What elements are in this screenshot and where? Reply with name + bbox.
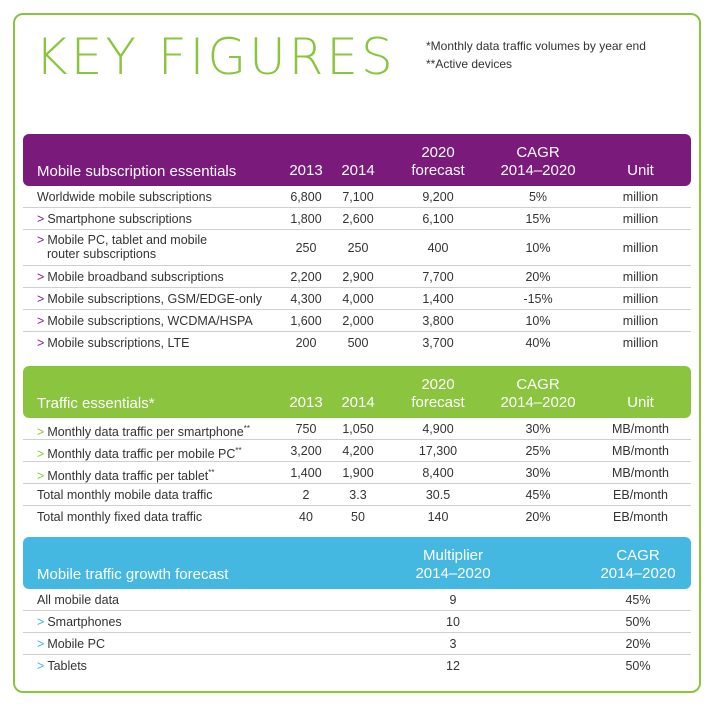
value-forecast: 9,200 bbox=[422, 190, 454, 204]
chevron-right-icon: > bbox=[37, 336, 45, 350]
value-unit: million bbox=[622, 212, 659, 226]
table-row bbox=[23, 208, 691, 230]
value-multiplier: 3 bbox=[449, 637, 457, 651]
traffic-rows bbox=[23, 418, 691, 528]
footnote-mark: ** bbox=[235, 446, 242, 455]
value-forecast: 400 bbox=[427, 241, 449, 255]
row-label-text: Mobile broadband subscriptions bbox=[47, 270, 224, 284]
table-row bbox=[23, 484, 691, 506]
table-row bbox=[23, 655, 691, 677]
table-row bbox=[23, 418, 691, 440]
chevron-right-icon: > bbox=[37, 314, 45, 328]
value-cagr: 5% bbox=[528, 190, 548, 204]
table-row bbox=[23, 440, 691, 462]
table-row bbox=[23, 506, 691, 528]
table-title: Mobile traffic growth forecast bbox=[37, 566, 229, 583]
growth-table bbox=[23, 537, 691, 677]
value-cagr: -15% bbox=[523, 292, 553, 306]
value-multiplier: 12 bbox=[446, 659, 460, 673]
row-label-text: Smartphones bbox=[47, 615, 122, 629]
value-2014: 3.3 bbox=[349, 488, 367, 502]
col-cagr: CAGR 2014–2020 bbox=[600, 547, 676, 582]
row-label bbox=[37, 292, 262, 306]
chevron-right-icon: > bbox=[37, 615, 45, 629]
value-unit: MB/month bbox=[612, 466, 669, 480]
growth-rows bbox=[23, 589, 691, 677]
value-cagr: 20% bbox=[525, 270, 551, 284]
value-cagr: 10% bbox=[525, 314, 551, 328]
row-label bbox=[37, 422, 250, 439]
chevron-right-icon: > bbox=[37, 425, 45, 440]
table-row bbox=[23, 332, 691, 354]
value-cagr: 30% bbox=[525, 422, 551, 436]
value-2014: 50 bbox=[351, 510, 365, 524]
value-2013: 2,200 bbox=[290, 270, 322, 284]
value-unit: MB/month bbox=[612, 422, 669, 436]
row-label bbox=[37, 615, 122, 629]
row-label bbox=[37, 444, 242, 461]
table-row bbox=[23, 589, 691, 611]
table-row bbox=[23, 266, 691, 288]
value-forecast: 1,400 bbox=[422, 292, 454, 306]
value-2014: 2,900 bbox=[342, 270, 374, 284]
row-label bbox=[37, 190, 212, 204]
value-unit: EB/month bbox=[613, 510, 668, 524]
value-cagr: 45% bbox=[625, 593, 651, 607]
row-label-text: Total monthly fixed data traffic bbox=[37, 510, 203, 524]
row-label-text: Mobile PC, tablet and mobile bbox=[47, 233, 208, 247]
subscription-table bbox=[23, 134, 691, 354]
value-2014: 4,200 bbox=[342, 444, 374, 458]
value-unit: million bbox=[622, 190, 659, 204]
table-title: Traffic essentials* bbox=[37, 395, 155, 412]
value-forecast: 30.5 bbox=[425, 488, 451, 502]
chevron-right-icon: > bbox=[37, 469, 45, 484]
col-2014: 2014 bbox=[341, 394, 375, 411]
table-row bbox=[23, 230, 691, 266]
row-label-text: Smartphone subscriptions bbox=[47, 212, 192, 226]
row-label-text: All mobile data bbox=[37, 593, 119, 607]
value-2014: 250 bbox=[347, 241, 369, 255]
value-2013: 3,200 bbox=[290, 444, 322, 458]
value-2014: 1,900 bbox=[342, 466, 374, 480]
traffic-table bbox=[23, 366, 691, 528]
row-label-text: Monthly data traffic per smartphone bbox=[47, 425, 244, 440]
table-row bbox=[23, 462, 691, 484]
value-2014: 7,100 bbox=[342, 190, 374, 204]
subscription-table-header bbox=[23, 134, 691, 186]
value-2013: 1,400 bbox=[290, 466, 322, 480]
row-label bbox=[37, 488, 213, 502]
row-label bbox=[37, 659, 87, 673]
col-unit: Unit bbox=[627, 394, 654, 411]
row-label-text: Mobile PC bbox=[47, 637, 105, 651]
col-2014: 2014 bbox=[341, 162, 375, 179]
value-multiplier: 9 bbox=[449, 593, 457, 607]
value-cagr: 20% bbox=[625, 637, 651, 651]
value-forecast: 3,800 bbox=[422, 314, 454, 328]
row-label bbox=[37, 593, 119, 607]
chevron-right-icon: > bbox=[37, 212, 45, 226]
value-forecast: 140 bbox=[427, 510, 449, 524]
value-cagr: 10% bbox=[525, 241, 551, 255]
value-forecast: 6,100 bbox=[422, 212, 454, 226]
value-2013: 2 bbox=[302, 488, 310, 502]
row-label bbox=[37, 466, 215, 483]
value-cagr: 50% bbox=[625, 615, 651, 629]
value-2014: 1,050 bbox=[342, 422, 374, 436]
table-row bbox=[23, 288, 691, 310]
table-row bbox=[23, 310, 691, 332]
value-cagr: 25% bbox=[525, 444, 551, 458]
value-unit: million bbox=[622, 292, 659, 306]
col-2013: 2013 bbox=[289, 162, 323, 179]
row-label-text: Tablets bbox=[47, 659, 87, 673]
value-forecast: 4,900 bbox=[422, 422, 454, 436]
value-cagr: 30% bbox=[525, 466, 551, 480]
chevron-right-icon: > bbox=[37, 233, 45, 247]
table-row bbox=[23, 611, 691, 633]
value-forecast: 3,700 bbox=[422, 336, 454, 350]
chevron-right-icon: > bbox=[37, 659, 45, 673]
value-unit: MB/month bbox=[612, 444, 669, 458]
table-row bbox=[23, 186, 691, 208]
page-title: KEY FIGURES bbox=[35, 28, 396, 86]
row-label bbox=[37, 336, 190, 350]
row-label bbox=[37, 270, 224, 284]
row-label-text: Total monthly mobile data traffic bbox=[37, 488, 213, 502]
value-unit: million bbox=[622, 241, 659, 255]
footnotes bbox=[426, 37, 646, 73]
row-label-text: Mobile subscriptions, LTE bbox=[47, 336, 190, 350]
value-2014: 500 bbox=[347, 336, 369, 350]
value-cagr: 45% bbox=[525, 488, 551, 502]
value-2013: 200 bbox=[295, 336, 317, 350]
footnote-devices: **Active devices bbox=[426, 57, 513, 71]
row-label bbox=[37, 233, 207, 261]
col-cagr: CAGR 2014–2020 bbox=[500, 144, 576, 179]
traffic-table-header bbox=[23, 366, 691, 418]
footnote-mark: ** bbox=[208, 468, 215, 477]
row-label-text: Mobile subscriptions, GSM/EDGE-only bbox=[47, 292, 262, 306]
value-2013: 1,600 bbox=[290, 314, 322, 328]
growth-table-header bbox=[23, 537, 691, 589]
value-2013: 6,800 bbox=[290, 190, 322, 204]
row-label bbox=[37, 637, 105, 651]
value-2014: 2,000 bbox=[342, 314, 374, 328]
col-unit: Unit bbox=[627, 162, 654, 179]
subscription-rows bbox=[23, 186, 691, 354]
row-label-text: Mobile subscriptions, WCDMA/HSPA bbox=[47, 314, 253, 328]
row-label-text-line2: router subscriptions bbox=[47, 247, 157, 261]
chevron-right-icon: > bbox=[37, 447, 45, 462]
value-cagr: 50% bbox=[625, 659, 651, 673]
table-row bbox=[23, 633, 691, 655]
col-2013: 2013 bbox=[289, 394, 323, 411]
value-unit: EB/month bbox=[613, 488, 668, 502]
value-unit: million bbox=[622, 270, 659, 284]
col-cagr: CAGR 2014–2020 bbox=[500, 376, 576, 411]
value-2013: 1,800 bbox=[290, 212, 322, 226]
col-forecast: 2020 forecast bbox=[411, 144, 465, 179]
value-unit: million bbox=[622, 314, 659, 328]
row-label bbox=[37, 212, 192, 226]
row-label bbox=[37, 510, 202, 524]
value-2013: 250 bbox=[295, 241, 317, 255]
value-2014: 4,000 bbox=[342, 292, 374, 306]
value-unit: million bbox=[622, 336, 659, 350]
value-forecast: 8,400 bbox=[422, 466, 454, 480]
footnote-mark: ** bbox=[243, 424, 250, 433]
value-multiplier: 10 bbox=[446, 615, 460, 629]
value-cagr: 40% bbox=[525, 336, 551, 350]
value-cagr: 20% bbox=[525, 510, 551, 524]
value-forecast: 17,300 bbox=[418, 444, 458, 458]
table-title: Mobile subscription essentials bbox=[37, 163, 237, 180]
chevron-right-icon: > bbox=[37, 292, 45, 306]
value-2013: 4,300 bbox=[290, 292, 322, 306]
chevron-right-icon: > bbox=[37, 637, 45, 651]
value-2013: 750 bbox=[295, 422, 317, 436]
col-multiplier: Multiplier 2014–2020 bbox=[415, 547, 491, 582]
value-cagr: 15% bbox=[525, 212, 551, 226]
row-label bbox=[37, 314, 253, 328]
value-forecast: 7,700 bbox=[422, 270, 454, 284]
row-label-text: Worldwide mobile subscriptions bbox=[37, 190, 212, 204]
value-2013: 40 bbox=[299, 510, 313, 524]
footnote-traffic: *Monthly data traffic volumes by year end bbox=[426, 39, 646, 53]
chevron-right-icon: > bbox=[37, 270, 45, 284]
row-label-text: Monthly data traffic per tablet bbox=[47, 469, 209, 484]
col-forecast: 2020 forecast bbox=[411, 376, 465, 411]
row-label-text: Monthly data traffic per mobile PC bbox=[47, 447, 236, 462]
value-2014: 2,600 bbox=[342, 212, 374, 226]
